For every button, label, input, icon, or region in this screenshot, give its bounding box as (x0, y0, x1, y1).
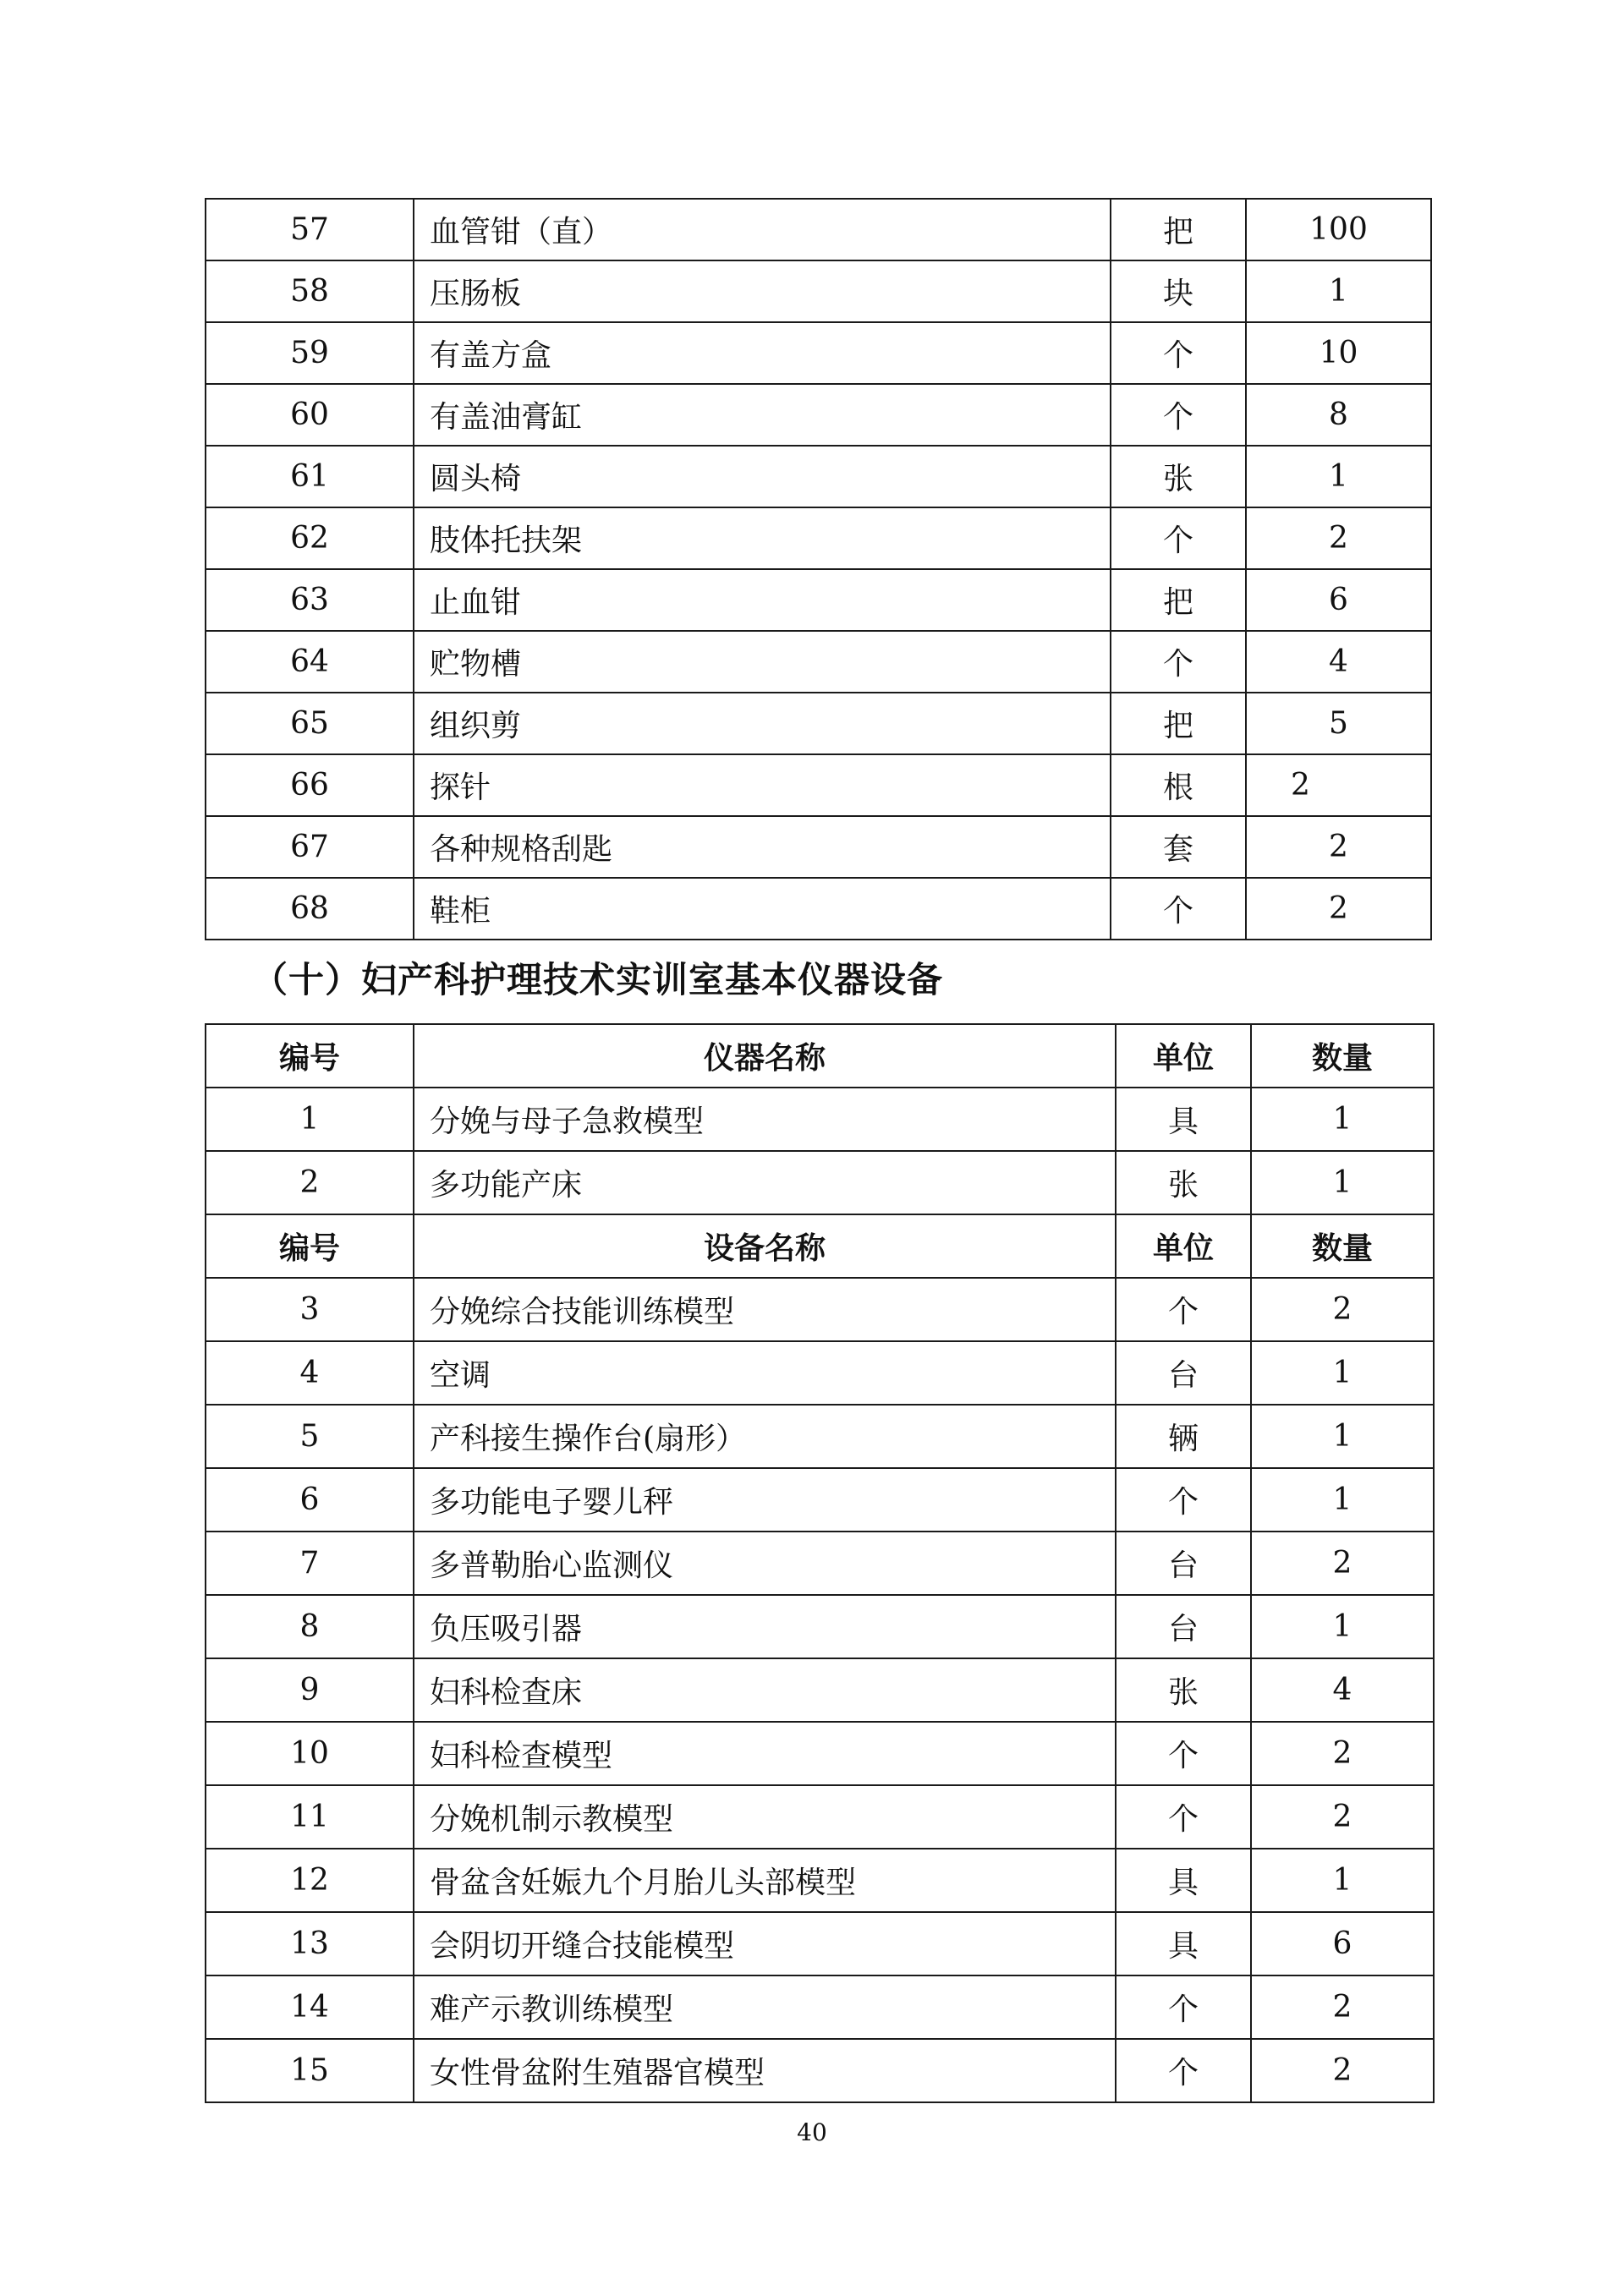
item-quantity: 2 (1251, 1532, 1434, 1595)
obstetrics-lab-equipment-table (205, 1023, 1435, 2103)
item-number: 1 (206, 1088, 414, 1151)
item-number: 67 (206, 816, 414, 878)
item-name: 有盖方盒 (414, 322, 1111, 384)
item-unit: 个 (1116, 1785, 1251, 1849)
item-number: 12 (206, 1849, 414, 1912)
column-header-equipment-name: 设备名称 (414, 1214, 1116, 1278)
item-quantity: 2 (1251, 2039, 1434, 2102)
item-name: 难产示教训练模型 (414, 1975, 1116, 2039)
item-name: 会阴切开缝合技能模型 (414, 1912, 1116, 1975)
table-row (206, 816, 1431, 878)
item-unit: 个 (1111, 384, 1246, 446)
column-header-quantity: 数量 (1251, 1024, 1434, 1088)
item-name: 多普勒胎心监测仪 (414, 1532, 1116, 1595)
item-number: 58 (206, 260, 414, 322)
item-number: 6 (206, 1468, 414, 1532)
table-row (206, 1341, 1434, 1405)
item-quantity: 2 (1251, 1278, 1434, 1341)
item-name: 分娩与母子急救模型 (414, 1088, 1116, 1151)
table-row (206, 1975, 1434, 2039)
item-number: 11 (206, 1785, 414, 1849)
table-row (206, 1468, 1434, 1532)
table-row (206, 1785, 1434, 1849)
column-header-number: 编号 (206, 1214, 414, 1278)
section-heading: （十）妇产科护理技术实训室基本仪器设备 (252, 959, 944, 1000)
item-number: 7 (206, 1532, 414, 1595)
table-row (206, 754, 1431, 816)
item-name: 肢体托扶架 (414, 507, 1111, 569)
item-unit: 把 (1111, 199, 1246, 260)
item-quantity: 8 (1246, 384, 1431, 446)
item-number: 14 (206, 1975, 414, 2039)
table-row (206, 1532, 1434, 1595)
item-number: 62 (206, 507, 414, 569)
table-row (206, 2039, 1434, 2102)
item-quantity: 2 (1246, 816, 1431, 878)
item-quantity: 2 (1246, 754, 1431, 816)
item-quantity: 6 (1251, 1912, 1434, 1975)
item-number: 65 (206, 693, 414, 754)
table-row (206, 1595, 1434, 1658)
item-quantity: 1 (1251, 1468, 1434, 1532)
item-name: 血管钳（直） (414, 199, 1111, 260)
item-quantity: 1 (1251, 1595, 1434, 1658)
item-unit: 张 (1111, 446, 1246, 507)
item-number: 61 (206, 446, 414, 507)
item-unit: 个 (1116, 1975, 1251, 2039)
table-row (206, 1849, 1434, 1912)
item-name: 骨盆含妊娠九个月胎儿头部模型 (414, 1849, 1116, 1912)
table-row (206, 446, 1431, 507)
item-quantity: 1 (1246, 446, 1431, 507)
item-name: 探针 (414, 754, 1111, 816)
item-number: 64 (206, 631, 414, 693)
item-name: 有盖油膏缸 (414, 384, 1111, 446)
item-number: 2 (206, 1151, 414, 1214)
item-number: 8 (206, 1595, 414, 1658)
item-unit: 个 (1116, 1468, 1251, 1532)
table-row (206, 878, 1431, 940)
item-quantity: 4 (1251, 1658, 1434, 1722)
item-unit: 具 (1116, 1849, 1251, 1912)
item-unit: 张 (1116, 1658, 1251, 1722)
item-unit: 个 (1116, 1722, 1251, 1785)
item-name: 女性骨盆附生殖器官模型 (414, 2039, 1116, 2102)
table-row (206, 1912, 1434, 1975)
item-quantity: 2 (1251, 1975, 1434, 2039)
item-name: 圆头椅 (414, 446, 1111, 507)
item-number: 10 (206, 1722, 414, 1785)
table-row (206, 693, 1431, 754)
item-name: 止血钳 (414, 569, 1111, 631)
item-unit: 具 (1116, 1088, 1251, 1151)
item-quantity: 1 (1251, 1849, 1434, 1912)
item-name: 分娩机制示教模型 (414, 1785, 1116, 1849)
table-row (206, 199, 1431, 260)
item-number: 13 (206, 1912, 414, 1975)
item-unit: 个 (1116, 2039, 1251, 2102)
item-name: 妇科检查模型 (414, 1722, 1116, 1785)
item-unit: 把 (1111, 569, 1246, 631)
column-header-unit: 单位 (1116, 1024, 1251, 1088)
table-row (206, 569, 1431, 631)
item-unit: 辆 (1116, 1405, 1251, 1468)
item-number: 60 (206, 384, 414, 446)
column-header-number: 编号 (206, 1024, 414, 1088)
item-unit: 个 (1111, 878, 1246, 940)
item-number: 66 (206, 754, 414, 816)
table-row (206, 1722, 1434, 1785)
item-name: 负压吸引器 (414, 1595, 1116, 1658)
table-row (206, 322, 1431, 384)
item-quantity: 6 (1246, 569, 1431, 631)
column-header-unit: 单位 (1116, 1214, 1251, 1278)
item-unit: 块 (1111, 260, 1246, 322)
item-unit: 个 (1111, 322, 1246, 384)
item-quantity: 4 (1246, 631, 1431, 693)
item-quantity: 1 (1251, 1151, 1434, 1214)
table-header-row (206, 1214, 1434, 1278)
item-unit: 张 (1116, 1151, 1251, 1214)
item-name: 空调 (414, 1341, 1116, 1405)
table-row (206, 1278, 1434, 1341)
column-header-instrument-name: 仪器名称 (414, 1024, 1116, 1088)
item-quantity: 1 (1251, 1341, 1434, 1405)
item-unit: 台 (1116, 1341, 1251, 1405)
item-number: 68 (206, 878, 414, 940)
equipment-table-continued (205, 198, 1432, 940)
item-unit: 台 (1116, 1595, 1251, 1658)
item-unit: 个 (1116, 1278, 1251, 1341)
item-quantity: 2 (1246, 878, 1431, 940)
item-name: 鞋柜 (414, 878, 1111, 940)
item-quantity: 1 (1251, 1088, 1434, 1151)
item-quantity: 100 (1246, 199, 1431, 260)
item-unit: 根 (1111, 754, 1246, 816)
item-number: 59 (206, 322, 414, 384)
item-number: 15 (206, 2039, 414, 2102)
table-row (206, 631, 1431, 693)
item-quantity: 2 (1251, 1785, 1434, 1849)
item-number: 63 (206, 569, 414, 631)
table-row (206, 507, 1431, 569)
table-header-row (206, 1024, 1434, 1088)
item-number: 4 (206, 1341, 414, 1405)
item-name: 组织剪 (414, 693, 1111, 754)
column-header-quantity: 数量 (1251, 1214, 1434, 1278)
item-unit: 个 (1111, 631, 1246, 693)
item-quantity: 5 (1246, 693, 1431, 754)
item-name: 多功能产床 (414, 1151, 1116, 1214)
item-unit: 台 (1116, 1532, 1251, 1595)
item-name: 产科接生操作台(扇形） (414, 1405, 1116, 1468)
item-name: 各种规格刮匙 (414, 816, 1111, 878)
item-number: 9 (206, 1658, 414, 1722)
item-name: 贮物槽 (414, 631, 1111, 693)
item-quantity: 2 (1246, 507, 1431, 569)
item-number: 5 (206, 1405, 414, 1468)
table-row (206, 1658, 1434, 1722)
page-number: 40 (797, 2118, 827, 2146)
item-number: 3 (206, 1278, 414, 1341)
item-name: 妇科检查床 (414, 1658, 1116, 1722)
item-unit: 个 (1111, 507, 1246, 569)
item-name: 多功能电子婴儿秤 (414, 1468, 1116, 1532)
item-quantity: 2 (1251, 1722, 1434, 1785)
table-row (206, 1151, 1434, 1214)
item-unit: 把 (1111, 693, 1246, 754)
table-row (206, 1088, 1434, 1151)
item-number: 57 (206, 199, 414, 260)
item-unit: 具 (1116, 1912, 1251, 1975)
item-quantity: 10 (1246, 322, 1431, 384)
table-row (206, 384, 1431, 446)
item-quantity: 1 (1246, 260, 1431, 322)
item-name: 压肠板 (414, 260, 1111, 322)
table-row (206, 260, 1431, 322)
item-unit: 套 (1111, 816, 1246, 878)
table-row (206, 1405, 1434, 1468)
item-quantity: 1 (1251, 1405, 1434, 1468)
item-name: 分娩综合技能训练模型 (414, 1278, 1116, 1341)
